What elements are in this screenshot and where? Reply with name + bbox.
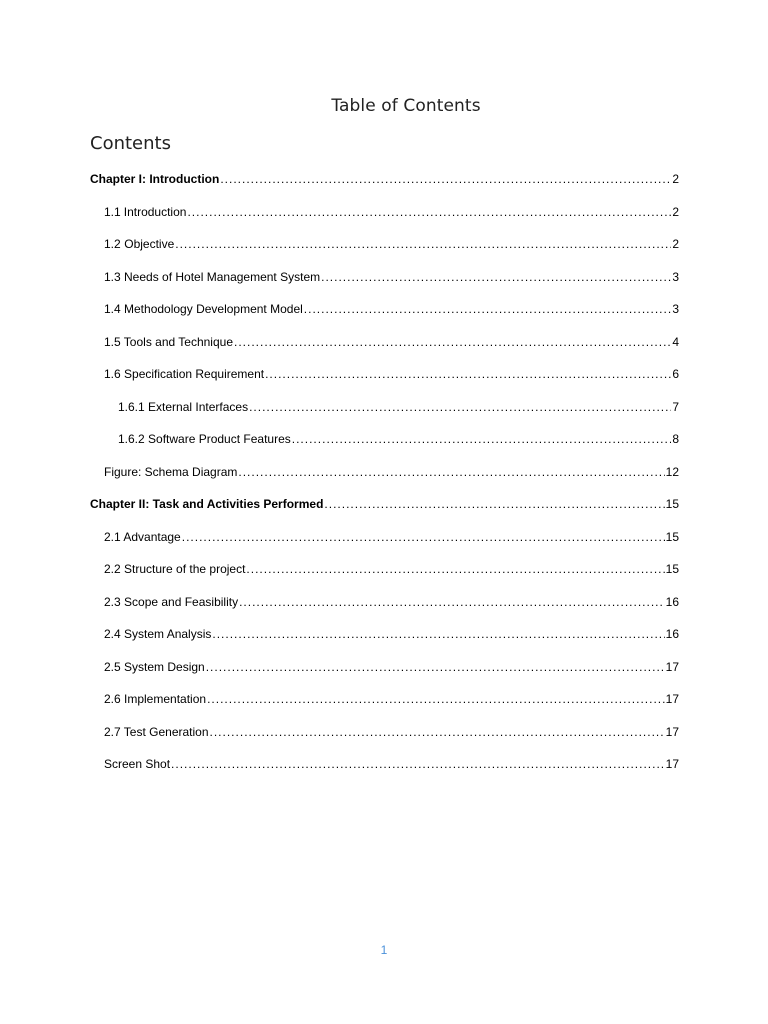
- toc-entry-label: 1.4 Methodology Development Model: [104, 302, 303, 316]
- toc-entry-page: 17: [665, 659, 679, 674]
- toc-entry[interactable]: [104, 269, 679, 285]
- toc-dot-leader: [321, 269, 671, 285]
- toc-dot-leader: [212, 626, 664, 642]
- toc-dot-leader: [246, 561, 664, 577]
- toc-dot-leader: [304, 301, 672, 317]
- toc-entry-page: 4: [672, 334, 679, 349]
- toc-entry-label: 1.6.2 Software Product Features: [118, 432, 291, 446]
- contents-heading: Contents: [90, 133, 171, 154]
- toc-dot-leader: [182, 529, 665, 545]
- toc-entry[interactable]: [104, 561, 679, 577]
- toc-entry[interactable]: [104, 626, 679, 642]
- toc-entry-label: Chapter II: Task and Activities Performed: [90, 497, 324, 511]
- toc-entry-page: 3: [672, 269, 679, 284]
- toc-entry[interactable]: [118, 399, 679, 415]
- toc-entry[interactable]: [90, 496, 679, 512]
- toc-entry[interactable]: [104, 724, 679, 740]
- page-title: Table of Contents: [331, 96, 481, 116]
- toc-dot-leader: [187, 204, 671, 220]
- page-number: 1: [380, 943, 388, 957]
- toc-dot-leader: [207, 691, 665, 707]
- toc-entry[interactable]: [104, 691, 679, 707]
- toc-entry[interactable]: [104, 366, 679, 382]
- toc-entry-page: 8: [672, 432, 679, 446]
- toc-dot-leader: [292, 431, 672, 447]
- toc-entry[interactable]: [104, 301, 679, 317]
- toc-entry-page: 12: [665, 464, 679, 479]
- toc-entry-page: 15: [665, 562, 679, 576]
- toc-dot-leader: [175, 236, 671, 252]
- toc-entry-page: 16: [665, 594, 679, 609]
- toc-entry-label: Chapter I: Introduction: [90, 172, 220, 186]
- toc-entry-label: Screen Shot: [104, 757, 171, 771]
- toc-entry-page: 15: [665, 497, 679, 511]
- toc-dot-leader: [210, 724, 665, 740]
- toc-entry-page: 16: [665, 627, 679, 641]
- toc-entry-label: 1.6.1 External Interfaces: [118, 399, 249, 414]
- toc-entry-label: 2.3 Scope and Feasibility: [104, 594, 239, 609]
- toc-entry[interactable]: [104, 236, 679, 252]
- toc-entry-page: 3: [672, 302, 679, 316]
- toc-dot-leader: [171, 756, 665, 772]
- toc-entry[interactable]: [104, 529, 679, 545]
- toc-entry[interactable]: [104, 464, 679, 480]
- toc-entry-label: 2.5 System Design: [104, 659, 205, 674]
- toc-entry-label: 1.3 Needs of Hotel Management System: [104, 269, 321, 284]
- toc-entry-number: 1.2: [104, 237, 121, 251]
- toc-entry-label: 1.6 Specification Requirement: [104, 367, 265, 381]
- toc-entry[interactable]: [104, 204, 679, 220]
- toc-dot-leader: [234, 334, 671, 350]
- toc-entry[interactable]: [90, 171, 679, 187]
- toc-dot-leader: [238, 464, 664, 480]
- toc-entry-label: 2.1 Advantage: [104, 529, 181, 544]
- toc-dot-leader: [239, 594, 665, 610]
- toc-entry[interactable]: [104, 659, 679, 675]
- toc-entry-label: 2.4 System Analysis: [104, 627, 212, 641]
- toc-entry-page: 17: [665, 692, 679, 706]
- toc-dot-leader: [220, 171, 671, 187]
- toc-entry-label: Figure: Schema Diagram: [104, 464, 238, 479]
- toc-entry[interactable]: [104, 334, 679, 350]
- toc-entry-page: 2: [672, 204, 679, 219]
- toc-entry-label: 1.5 Tools and Technique: [104, 334, 233, 349]
- toc-entry[interactable]: [118, 431, 679, 447]
- toc-entry-label: 2.7 Test Generation: [104, 724, 209, 739]
- toc-dot-leader: [324, 496, 664, 512]
- toc-dot-leader: [206, 659, 665, 675]
- toc-entry-number: 1.1: [104, 204, 121, 219]
- toc-dot-leader: [265, 366, 671, 382]
- toc-entry-page: 17: [665, 724, 679, 739]
- toc-entry-page: 2: [672, 172, 679, 186]
- toc-entry-label: Introduction: [123, 204, 187, 219]
- toc-entry-page: 2: [672, 237, 679, 251]
- toc-entry[interactable]: [104, 594, 679, 610]
- toc-entry-label: 2.6 Implementation: [104, 692, 207, 706]
- toc-entry-page: 15: [665, 529, 679, 544]
- toc-dot-leader: [249, 399, 671, 415]
- toc-entry-page: 17: [665, 757, 679, 771]
- toc-entry-label: Objective: [124, 237, 175, 251]
- toc-entry-label: 2.2 Structure of the project: [104, 562, 246, 576]
- toc-entry-page: 7: [672, 399, 679, 414]
- toc-entry[interactable]: [104, 756, 679, 772]
- toc-entry-page: 6: [672, 367, 679, 381]
